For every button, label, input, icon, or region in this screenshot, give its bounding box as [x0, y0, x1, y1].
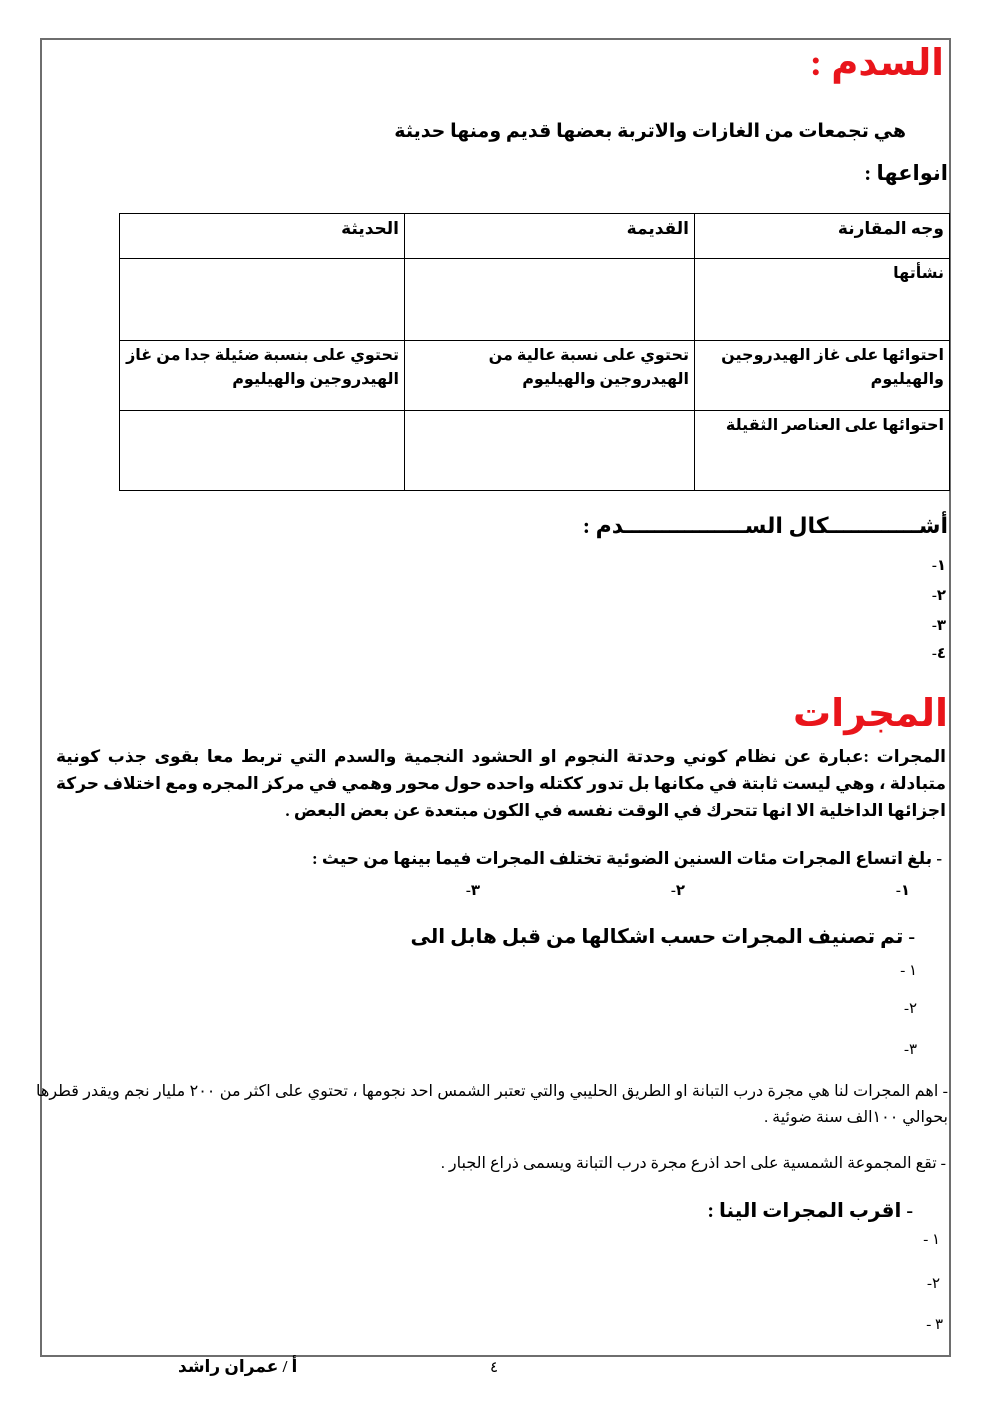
table-header-row — [120, 214, 950, 259]
shapes-item-4: ٤- — [931, 646, 946, 662]
hubble-item-3: ٣- — [903, 1042, 917, 1058]
header-old: القديمة — [405, 214, 695, 259]
header-new: الحديثة — [120, 214, 405, 259]
row-heavy-elements-old — [405, 411, 695, 491]
shapes-item-2: ٢- — [931, 588, 946, 604]
table-row — [120, 341, 950, 411]
row-origin-label: نشأتها — [695, 259, 950, 341]
nebulae-comparison-table — [119, 213, 950, 491]
table-row — [120, 259, 950, 341]
nebulae-definition: هي تجمعات من الغازات والاتربة بعضها قديم ومنها حديثة — [394, 121, 906, 142]
row-heavy-elements-new — [120, 411, 405, 491]
nebulae-title: السدم : — [809, 43, 944, 84]
galaxies-orion-line: - تقع المجموعة الشمسية على احد اذرع مجرة درب التبانة ويسمى ذراع الجبار . — [440, 1155, 946, 1172]
footer-author: أ / عمران راشد — [178, 1357, 298, 1376]
size-item-2: ٢- — [670, 883, 685, 899]
header-comparison-aspect: وجه المقارنة — [695, 214, 950, 259]
hubble-item-1: ١ - — [900, 963, 917, 979]
nebulae-shapes-heading: أشــــــــــــكال الســــــــــــــــدم : — [582, 513, 948, 538]
hubble-item-2: ٢- — [903, 1001, 917, 1017]
shapes-item-1: ١- — [931, 558, 946, 574]
galaxies-title: المجرات — [792, 693, 948, 735]
galaxies-definition: المجرات :عبارة عن نظام كوني وحدتة النجوم او الحشود النجمية والسدم التي تربط معا بقوى جذب كونية متبادلة ، وهي ليست ثابتة في مكانها بل تدور ككتله واحده حول محور وهمي في مركز المجره ومع اختلاف حركة اجزائها الداخلية الا انها تتحرك في الوقت نفسه في الكون مبتعدة عن بعض البعض . — [56, 747, 946, 820]
nearest-item-1: ١ - — [923, 1232, 940, 1248]
size-item-3: ٣- — [465, 883, 480, 899]
row-origin-new — [120, 259, 405, 341]
row-hydrogen-new: تحتوي على بنسبة ضئيلة جدا من غاز الهيدروجين والهيليوم — [120, 341, 405, 411]
row-origin-old — [405, 259, 695, 341]
galaxies-nearest-heading: - اقرب المجرات الينا : — [707, 1200, 913, 1222]
nearest-item-2: ٢- — [926, 1276, 940, 1292]
row-heavy-elements-label: احتوائها على العناصر الثقيلة — [695, 411, 950, 491]
table-row — [120, 411, 950, 491]
size-item-1: ١- — [895, 883, 910, 899]
galaxies-size-line: - بلغ اتساع المجرات مئات السنين الضوئية تختلف المجرات فيما بينها من حيث : — [311, 849, 942, 868]
row-hydrogen-label: احتوائها على غاز الهيدروجين والهيليوم — [695, 341, 950, 411]
galaxies-hubble-line: - تم تصنيف المجرات حسب اشكالها من قبل هابل الى — [410, 926, 915, 948]
nebulae-types-label: انواعها : — [864, 161, 948, 185]
galaxies-milkyway-paragraph: - اهم المجرات لنا هي مجرة درب التبانة او الطريق الحليبي والتي تعتبر الشمس احد نجومها ، تحتوي على اكثر من ٢٠٠ مليار نجم ويقدر قطرها بحوالي ١٠٠الف سنة ضوئية . — [36, 1083, 949, 1126]
shapes-item-3: ٣- — [931, 618, 946, 634]
footer-page-number: ٤ — [490, 1360, 499, 1376]
row-hydrogen-old: تحتوي على نسبة عالية من الهيدروجين والهيليوم — [405, 341, 695, 411]
nearest-item-3: ٣ - — [926, 1317, 943, 1333]
